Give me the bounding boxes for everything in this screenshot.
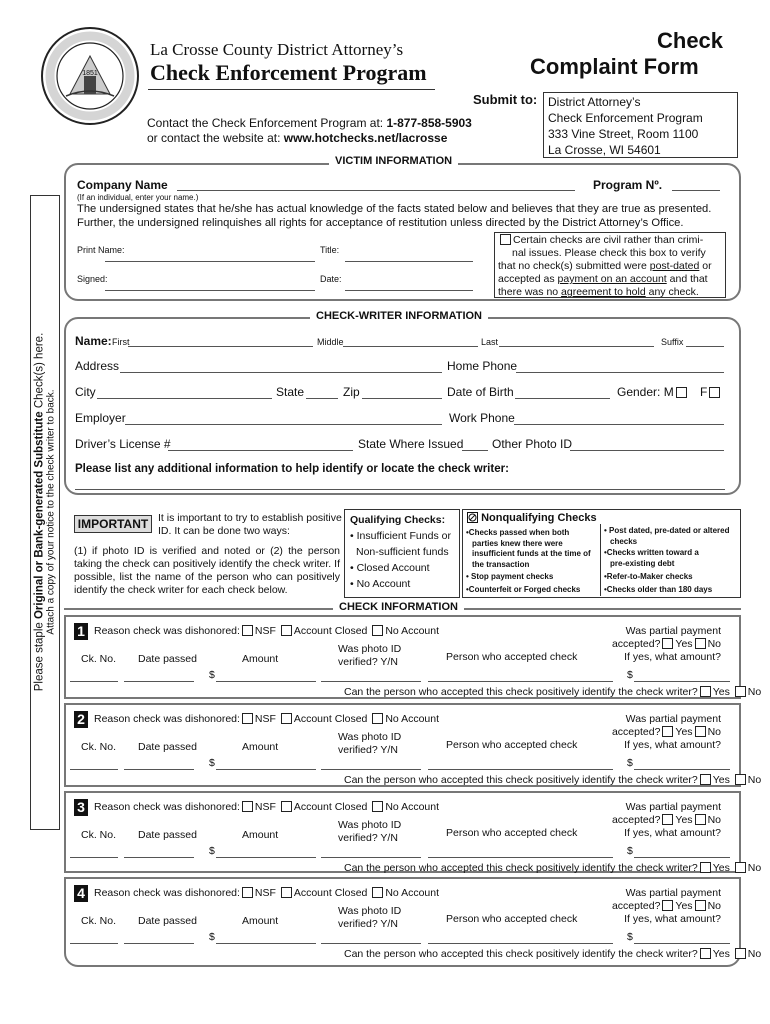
website-text: or contact the website at:	[147, 131, 281, 145]
civil-text: agreement to hold	[561, 286, 646, 298]
partial-dollar-sign: $	[627, 669, 633, 681]
ck-no-label: Ck. No.	[81, 741, 117, 753]
partial-payment-block	[611, 801, 721, 840]
person-accepted-field[interactable]	[428, 769, 613, 770]
work-phone-field[interactable]	[514, 424, 724, 425]
signature-field[interactable]	[105, 290, 315, 291]
date-passed-field[interactable]	[124, 769, 194, 770]
address-line: 333 Vine Street, Room 1100	[548, 127, 699, 141]
yes-label: Yes	[675, 638, 693, 650]
nsf-label: NSF	[254, 713, 276, 725]
check-entry	[64, 791, 762, 874]
nonqualifying-title-row	[467, 512, 597, 524]
reason-row	[94, 625, 439, 637]
nsf-checkbox[interactable]	[242, 887, 253, 898]
account-closed-checkbox[interactable]	[281, 887, 292, 898]
amount-label: Amount	[242, 915, 279, 927]
no-account-label: No Account	[385, 625, 440, 637]
nonqualifying-right-list	[604, 525, 740, 595]
nonqualifying-item: •Checks written toward a	[604, 548, 699, 557]
civil-text: post-dated	[649, 260, 700, 272]
yes-label: Yes	[712, 862, 730, 874]
check-entry	[64, 877, 762, 967]
photo-id-field[interactable]	[321, 857, 421, 858]
company-name-field[interactable]	[177, 190, 575, 191]
zip-label: Zip	[343, 385, 360, 399]
civil-verify-checkbox[interactable]	[500, 234, 511, 245]
important-intro	[158, 512, 343, 538]
partial-line: accepted?	[611, 814, 661, 826]
submit-to-label: Submit to:	[473, 92, 538, 107]
partial-no-checkbox[interactable]	[695, 726, 706, 737]
partial-no-checkbox[interactable]	[695, 814, 706, 825]
partial-line: If yes, what amount?	[624, 739, 721, 751]
identify-no-checkbox[interactable]	[735, 686, 746, 697]
person-accepted-field[interactable]	[428, 857, 613, 858]
nonqualifying-item: •Checks older than 180 days	[604, 585, 713, 594]
form-title-line2: Complaint Form	[530, 54, 699, 79]
reason-row	[94, 887, 439, 899]
nsf-checkbox[interactable]	[242, 713, 253, 724]
identify-row	[344, 774, 761, 786]
civil-text: and that	[666, 273, 708, 285]
account-closed-label: Account Closed	[293, 713, 368, 725]
city-field[interactable]	[97, 398, 272, 399]
account-closed-label: Account Closed	[293, 801, 368, 813]
drivers-license-label: Driver’s License #	[75, 437, 171, 451]
photo-id-field[interactable]	[321, 943, 421, 944]
dob-label: Date of Birth	[447, 385, 514, 399]
yes-label: Yes	[712, 774, 730, 786]
print-name-label: Print Name:	[77, 245, 125, 255]
partial-payment-block	[611, 887, 721, 926]
civil-issue-box	[494, 232, 726, 298]
nonqualifying-item: •Counterfeit or Forged checks	[466, 584, 581, 594]
qualifying-item: • No Account	[350, 578, 411, 590]
nonqualifying-item: •Refer-to-Maker checks	[604, 572, 693, 581]
suffix-label: Suffix	[661, 337, 684, 347]
person-accepted-label: Person who accepted check	[446, 913, 578, 925]
important-paragraph: (1) if photo ID is verified and noted or (2) the person taking the check can positively identify the check writer. If possible, list the name of the person who can positively identify the check writer for each check below.	[74, 545, 340, 596]
qualifying-item: Non-sufficient funds	[356, 546, 449, 558]
dollar-sign: $	[209, 845, 215, 857]
nonqualifying-item: the transaction	[472, 559, 530, 569]
identify-label: Can the person who accepted this check positively identify the check writer?	[344, 686, 698, 698]
check-writer-title: CHECK-WRITER INFORMATION	[310, 310, 488, 322]
middle-label: Middle	[317, 337, 344, 347]
identify-label: Can the person who accepted this check positively identify the check writer?	[344, 948, 698, 960]
check-info-title: CHECK INFORMATION	[333, 601, 464, 613]
no-label: No	[747, 862, 762, 874]
nonqualifying-item: parties knew there were	[472, 538, 563, 548]
partial-line: Was partial payment	[625, 801, 721, 813]
dollar-sign: $	[209, 669, 215, 681]
photo-id-label	[338, 905, 401, 931]
dollar-sign: $	[209, 931, 215, 943]
gender-f-checkbox[interactable]	[709, 387, 720, 398]
suffix-field[interactable]	[686, 346, 724, 347]
no-account-checkbox[interactable]	[372, 713, 383, 724]
identify-row	[344, 686, 761, 698]
submit-address-box	[543, 92, 738, 158]
address-line: District Attorney’s	[548, 95, 641, 109]
reason-row	[94, 801, 439, 813]
yes-label: Yes	[712, 686, 730, 698]
ck-no-field[interactable]	[70, 943, 118, 944]
staple-text-bold: Original or Bank-generated Substitute	[33, 411, 46, 620]
partial-line: accepted?	[611, 900, 661, 912]
first-name-field[interactable]	[128, 346, 313, 347]
nsf-label: NSF	[254, 887, 276, 899]
county-seal-logo	[40, 26, 140, 126]
no-label: No	[707, 900, 721, 912]
svg-text:1851: 1851	[82, 70, 98, 77]
no-account-label: No Account	[385, 713, 440, 725]
no-label: No	[707, 726, 721, 738]
state-field[interactable]	[306, 398, 338, 399]
reason-label: Reason check was dishonored:	[94, 887, 240, 899]
state-issued-field[interactable]	[462, 450, 488, 451]
amount-label: Amount	[242, 829, 279, 841]
print-name-field[interactable]	[105, 261, 315, 262]
no-label: No	[707, 814, 721, 826]
partial-dollar-sign: $	[627, 757, 633, 769]
partial-line: accepted?	[611, 638, 661, 650]
partial-line: Was partial payment	[625, 625, 721, 637]
address-line: Check Enforcement Program	[548, 111, 703, 125]
website-line	[147, 131, 447, 145]
other-photo-id-label: Other Photo ID	[492, 437, 573, 451]
photo-id-line: Was photo ID	[338, 905, 402, 917]
address-field[interactable]	[120, 372, 442, 373]
person-accepted-label: Person who accepted check	[446, 651, 578, 663]
date-label: Date:	[320, 274, 342, 284]
account-closed-label: Account Closed	[293, 887, 368, 899]
employer-label: Employer	[75, 411, 126, 425]
partial-amount-field[interactable]	[634, 769, 730, 770]
account-closed-checkbox[interactable]	[281, 713, 292, 724]
partial-amount-field[interactable]	[634, 681, 730, 682]
partial-amount-field[interactable]	[634, 943, 730, 944]
partial-dollar-sign: $	[627, 931, 633, 943]
date-passed-field[interactable]	[124, 943, 194, 944]
photo-id-field[interactable]	[321, 769, 421, 770]
home-phone-field[interactable]	[516, 372, 724, 373]
qualifying-item: • Insufficient Funds or	[350, 530, 451, 542]
nsf-label: NSF	[254, 625, 276, 637]
partial-yes-checkbox[interactable]	[662, 814, 673, 825]
yes-label: Yes	[675, 900, 693, 912]
civil-text: payment on an account	[557, 273, 667, 285]
photo-id-line: Was photo ID	[338, 819, 402, 831]
amount-field[interactable]	[216, 769, 316, 770]
photo-id-label	[338, 643, 401, 669]
civil-text: there was no	[498, 286, 562, 298]
victim-title: VICTIM INFORMATION	[329, 155, 458, 167]
gender-label	[617, 385, 722, 399]
account-closed-label: Account Closed	[293, 625, 368, 637]
partial-yes-checkbox[interactable]	[662, 638, 673, 649]
reason-row	[94, 713, 439, 725]
last-label: Last	[481, 337, 499, 347]
state-label: State	[276, 385, 305, 399]
partial-line: If yes, what amount?	[624, 651, 721, 663]
agency-name: La Crosse County District Attorney’s	[150, 40, 404, 59]
date-passed-label: Date passed	[138, 741, 197, 753]
program-name: Check Enforcement Program	[150, 60, 427, 85]
identify-label: Can the person who accepted this check positively identify the check writer?	[344, 862, 698, 874]
identify-yes-checkbox[interactable]	[700, 862, 711, 873]
qualifying-item: • Closed Account	[350, 562, 430, 574]
important-badge: IMPORTANT	[74, 515, 152, 533]
date-passed-field[interactable]	[124, 857, 194, 858]
amount-field[interactable]	[216, 943, 316, 944]
staple-instructions	[34, 202, 57, 822]
ck-no-field[interactable]	[70, 681, 118, 682]
photo-id-label	[338, 731, 401, 757]
important-line: It is important to try to establish positive	[158, 512, 342, 524]
no-account-label: No Account	[385, 801, 440, 813]
amount-label: Amount	[242, 653, 279, 665]
amount-field[interactable]	[216, 857, 316, 858]
staple-note: Attach a copy of your notice to the check writer to back.	[45, 389, 57, 635]
name-label: Name:	[75, 334, 112, 348]
home-phone-label: Home Phone	[447, 359, 518, 373]
no-label: No	[747, 948, 762, 960]
website-link[interactable]: www.hotchecks.net/lacrosse	[283, 131, 448, 145]
address-line: La Crosse, WI 54601	[548, 143, 661, 157]
additional-info-label: Please list any additional information to help identify or locate the check writer:	[75, 463, 509, 475]
no-label: No	[747, 686, 762, 698]
staple-text-end: Check(s) here.	[33, 332, 46, 412]
identify-row	[344, 948, 761, 960]
zip-field[interactable]	[362, 398, 442, 399]
nonqualifying-item: • Post dated, pre-dated or altered	[604, 526, 730, 535]
middle-name-field[interactable]	[343, 346, 478, 347]
identify-label: Can the person who accepted this check positively identify the check writer?	[344, 774, 698, 786]
partial-line: Was partial payment	[625, 713, 721, 725]
identify-yes-checkbox[interactable]	[700, 686, 711, 697]
reason-label: Reason check was dishonored:	[94, 801, 240, 813]
civil-text: that no check(s) submitted were	[498, 260, 650, 272]
partial-line: If yes, what amount?	[624, 827, 721, 839]
ck-no-label: Ck. No.	[81, 915, 117, 927]
person-accepted-label: Person who accepted check	[446, 827, 578, 839]
civil-text: Certain checks are civil rather than crimi-	[513, 234, 704, 246]
nonqualifying-title: Nonqualifying Checks	[481, 512, 597, 524]
ck-no-label: Ck. No.	[81, 829, 117, 841]
nonqualifying-item: • Stop payment checks	[466, 572, 554, 581]
nonqualifying-item: checks	[610, 537, 638, 546]
other-photo-id-field[interactable]	[570, 450, 724, 451]
partial-no-checkbox[interactable]	[695, 638, 706, 649]
partial-payment-block	[611, 625, 721, 664]
gender-m-checkbox[interactable]	[676, 387, 687, 398]
partial-dollar-sign: $	[627, 845, 633, 857]
check-number-badge: 1	[74, 623, 88, 640]
identify-yes-checkbox[interactable]	[700, 774, 711, 785]
photo-id-label	[338, 819, 401, 845]
amount-field[interactable]	[216, 681, 316, 682]
company-name-label: Company Name	[77, 178, 168, 192]
photo-id-line: Was photo ID	[338, 731, 402, 743]
no-account-checkbox[interactable]	[372, 887, 383, 898]
city-label: City	[75, 385, 96, 399]
gender-f-label: F	[700, 385, 708, 399]
employer-field[interactable]	[125, 424, 442, 425]
nsf-label: NSF	[254, 801, 276, 813]
partial-payment-block	[611, 713, 721, 752]
program-no-field[interactable]	[672, 190, 720, 191]
company-note: (If an individual, enter your name.)	[77, 193, 199, 202]
identify-row	[344, 862, 761, 874]
partial-line: If yes, what amount?	[624, 913, 721, 925]
partial-yes-checkbox[interactable]	[662, 726, 673, 737]
civil-text: nal issues. Please check this box to verify	[512, 247, 706, 259]
partial-amount-field[interactable]	[634, 857, 730, 858]
nonqualifying-left-list	[466, 528, 600, 595]
no-label: No	[707, 638, 721, 650]
check-entry	[64, 615, 762, 699]
no-label: No	[747, 774, 762, 786]
victim-statement: The undersigned states that he/she has actual knowledge of the facts stated below and believes that they are true as presented. Further, the undersigned relinquishes all rights for acceptance of restitution unless directed by the District Attorney’s Office.	[77, 203, 712, 229]
nonqualifying-item: •Checks passed when both	[466, 528, 570, 537]
nonqualifying-checks-box	[462, 509, 741, 598]
qualifying-checks-box	[344, 509, 460, 598]
photo-id-line: verified? Y/N	[338, 918, 398, 930]
staple-text: Please staple	[33, 619, 46, 692]
account-closed-checkbox[interactable]	[281, 625, 292, 636]
nonqualifying-item: insufficient funds at the time of	[472, 549, 591, 558]
partial-line: Was partial payment	[625, 887, 721, 899]
identify-no-checkbox[interactable]	[735, 862, 746, 873]
yes-label: Yes	[675, 814, 693, 826]
date-passed-label: Date passed	[138, 829, 197, 841]
photo-id-line: verified? Y/N	[338, 832, 398, 844]
reason-label: Reason check was dishonored:	[94, 625, 240, 637]
amount-label: Amount	[242, 741, 279, 753]
title-label: Title:	[320, 245, 340, 255]
first-label: First	[112, 337, 130, 347]
title-field[interactable]	[345, 261, 473, 262]
nonqualifying-item: pre-existing debt	[610, 559, 675, 568]
photo-id-field[interactable]	[321, 681, 421, 682]
form-title-line1: Check	[657, 28, 724, 53]
drivers-license-field[interactable]	[168, 450, 353, 451]
date-passed-field[interactable]	[124, 681, 194, 682]
qualifying-title: Qualifying Checks:	[350, 514, 446, 526]
identify-no-checkbox[interactable]	[735, 948, 746, 959]
reason-label: Reason check was dishonored:	[94, 713, 240, 725]
partial-no-checkbox[interactable]	[695, 900, 706, 911]
program-no-label: Program Nº.	[593, 178, 663, 192]
date-passed-label: Date passed	[138, 915, 197, 927]
person-accepted-field[interactable]	[428, 681, 613, 682]
civil-text: any check.	[645, 286, 699, 298]
address-label: Address	[75, 359, 120, 373]
signed-label: Signed:	[77, 274, 108, 284]
ck-no-field[interactable]	[70, 769, 118, 770]
nsf-checkbox[interactable]	[242, 625, 253, 636]
partial-line: accepted?	[611, 726, 661, 738]
person-accepted-field[interactable]	[428, 943, 613, 944]
no-account-checkbox[interactable]	[372, 625, 383, 636]
photo-id-line: verified? Y/N	[338, 744, 398, 756]
work-phone-label: Work Phone	[449, 411, 515, 425]
partial-yes-checkbox[interactable]	[662, 900, 673, 911]
date-field[interactable]	[345, 290, 473, 291]
contact-line	[147, 116, 472, 130]
nsf-checkbox[interactable]	[242, 801, 253, 812]
identify-yes-checkbox[interactable]	[700, 948, 711, 959]
ck-no-field[interactable]	[70, 857, 118, 858]
no-symbol-icon	[467, 512, 478, 523]
civil-text: accepted as	[498, 273, 558, 285]
last-name-field[interactable]	[499, 346, 654, 347]
gender-m-label: Gender: M	[617, 385, 674, 399]
yes-label: Yes	[712, 948, 730, 960]
photo-id-line: Was photo ID	[338, 643, 402, 655]
no-account-label: No Account	[385, 887, 440, 899]
check-entry	[64, 703, 762, 787]
civil-text: or	[699, 260, 712, 272]
important-line: ID. It can be done two ways:	[158, 525, 290, 537]
contact-text: Contact the Check Enforcement Program at:	[147, 116, 384, 130]
ck-no-label: Ck. No.	[81, 653, 117, 665]
yes-label: Yes	[675, 726, 693, 738]
date-passed-label: Date passed	[138, 653, 197, 665]
no-account-checkbox[interactable]	[372, 801, 383, 812]
check-number-badge: 3	[74, 799, 88, 816]
contact-phone: 1-877-858-5903	[386, 116, 472, 130]
person-accepted-label: Person who accepted check	[446, 739, 578, 751]
dob-field[interactable]	[515, 398, 610, 399]
state-issued-label: State Where Issued	[358, 437, 464, 451]
additional-info-field[interactable]	[75, 489, 725, 490]
dollar-sign: $	[209, 757, 215, 769]
identify-no-checkbox[interactable]	[735, 774, 746, 785]
photo-id-line: verified? Y/N	[338, 656, 398, 668]
account-closed-checkbox[interactable]	[281, 801, 292, 812]
check-number-badge: 2	[74, 711, 88, 728]
check-number-badge: 4	[74, 885, 88, 902]
